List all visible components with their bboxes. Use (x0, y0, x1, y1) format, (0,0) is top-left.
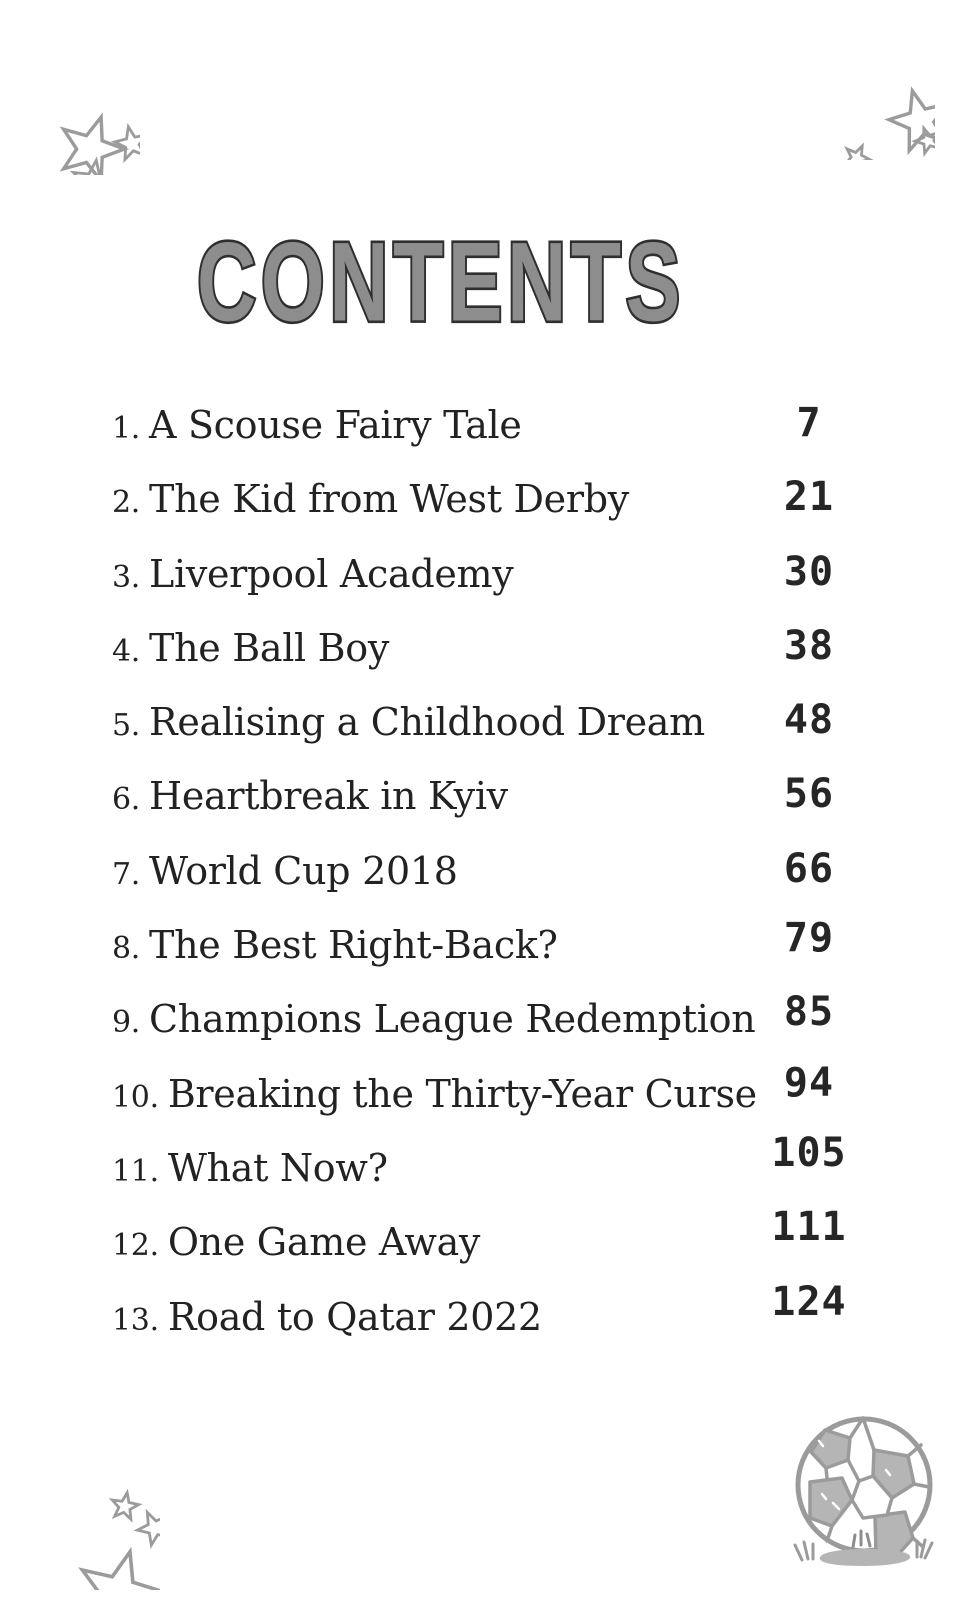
chapter-title-text: A Scouse Fairy Tale (149, 403, 522, 447)
stars-bottom-left-icon (30, 1460, 160, 1590)
toc-row (112, 622, 850, 700)
chapter-title-text: Breaking the Thirty-Year Curse (167, 1071, 757, 1116)
chapter-number: 12. (112, 1228, 159, 1264)
toc-row (112, 989, 850, 1071)
chapter-title-text: Champions League Redemption (149, 997, 756, 1042)
chapter-title-text: The Kid from West Derby (149, 477, 629, 522)
chapter-title-text: One Game Away (167, 1220, 481, 1265)
chapter-number: 5. (112, 708, 141, 744)
chapter-number: 9. (112, 1005, 141, 1041)
chapter-title (112, 1146, 388, 1190)
chapter-title (112, 1072, 757, 1116)
chapter-title-text: Road to Qatar 2022 (167, 1294, 542, 1339)
chapter-page-number: 56 (783, 771, 835, 818)
chapter-number: 4. (112, 633, 141, 669)
chapter-title-text: Heartbreak in Kyiv (149, 774, 508, 819)
chapter-title (112, 1220, 480, 1264)
toc-row (112, 1129, 850, 1220)
toc-row (112, 548, 850, 626)
stars-top-right-icon (815, 55, 935, 160)
chapter-number: 8. (112, 931, 141, 967)
toc-row (112, 845, 850, 923)
chapter-title-text: Realising a Childhood Dream (149, 700, 705, 745)
toc-row (112, 1204, 850, 1294)
chapter-page-number: 105 (771, 1129, 847, 1176)
chapter-title (112, 552, 513, 596)
soccer-ball-icon (775, 1395, 980, 1580)
chapter-page-number: 79 (783, 915, 835, 962)
chapter-number: 11. (112, 1153, 159, 1189)
chapter-title-text: World Cup 2018 (149, 848, 458, 893)
chapter-page-number: 7 (796, 400, 822, 446)
chapter-number: 7. (112, 856, 141, 892)
chapter-title-text: The Ball Boy (149, 625, 390, 670)
chapter-title (112, 997, 755, 1041)
toc-row (112, 771, 850, 848)
toc-row (112, 1278, 850, 1369)
chapter-title (112, 477, 629, 521)
chapter-number: 13. (112, 1302, 159, 1338)
toc-row (112, 697, 850, 774)
chapter-number: 2. (112, 485, 141, 521)
toc-row (112, 400, 850, 477)
chapter-number: 10. (112, 1079, 159, 1115)
chapter-number: 1. (112, 411, 141, 446)
chapter-title (112, 700, 705, 744)
stars-top-left-icon (25, 50, 140, 175)
chapter-page-number: 38 (783, 622, 835, 669)
toc-row (112, 915, 850, 997)
chapter-page-number: 111 (771, 1204, 847, 1251)
toc-row (112, 1059, 850, 1146)
chapter-number: 3. (112, 559, 141, 595)
chapter-title-text: What Now? (167, 1145, 388, 1190)
chapter-title (112, 403, 522, 447)
chapter-page-number: 66 (783, 845, 835, 892)
chapter-page-number: 85 (783, 989, 835, 1036)
chapter-title (112, 774, 508, 818)
chapter-title-text: Liverpool Academy (149, 551, 514, 596)
toc-row (112, 474, 850, 551)
chapter-page-number: 124 (771, 1278, 847, 1325)
chapter-page-number: 21 (783, 474, 835, 521)
chapter-title (112, 626, 389, 670)
chapter-number: 6. (112, 782, 141, 818)
chapter-page-number: 30 (783, 548, 835, 595)
chapter-page-number: 94 (783, 1059, 835, 1106)
chapter-title (112, 849, 458, 893)
page-title: CONTENTS (197, 218, 685, 345)
chapter-title-text: The Best Right-Back? (149, 923, 558, 968)
chapter-title (112, 923, 558, 967)
chapter-page-number: 48 (783, 697, 835, 744)
table-of-contents (112, 400, 850, 1369)
chapter-title (112, 1295, 542, 1339)
